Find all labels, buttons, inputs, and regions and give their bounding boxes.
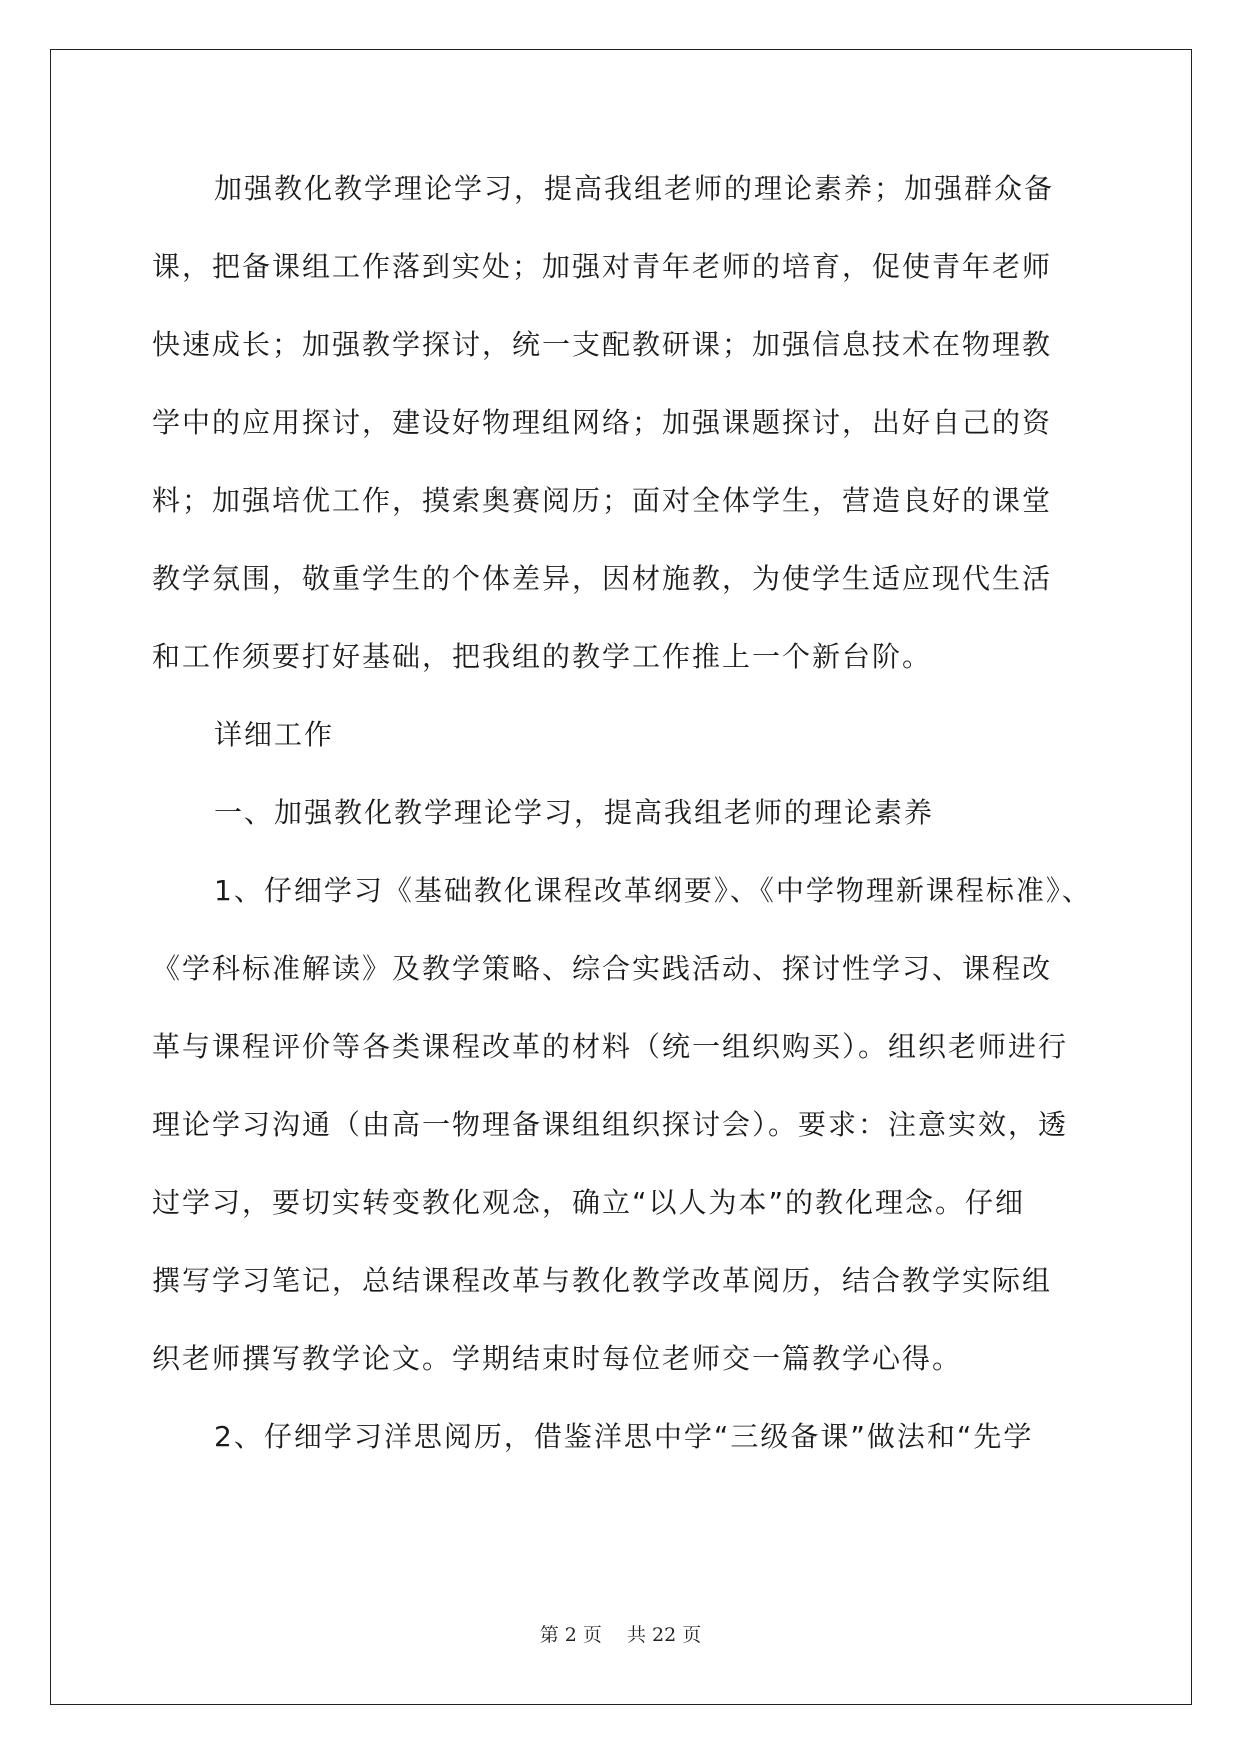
section-heading: 详细工作 <box>214 718 335 751</box>
paragraph-line: 理论学习沟通（由高一物理备课组组织探讨会）。要求：注意实效，透 <box>152 1108 1069 1141</box>
subsection-heading: 一、加强教化教学理论学习，提高我组老师的理论素养 <box>214 796 935 829</box>
paragraph-line: 1、仔细学习《基础教化课程改革纲要》、《中学物理新课程标准》、 <box>214 874 1092 907</box>
paragraph-line: 学中的应用探讨，建设好物理组网络；加强课题探讨，出好自己的资 <box>152 406 1053 439</box>
paragraph-line: 加强教化教学理论学习，提高我组老师的理论素养；加强群众备 <box>214 172 1055 205</box>
paragraph-line: 和工作须要打好基础，把我组的教学工作推上一个新台阶。 <box>152 640 933 673</box>
paragraph-line: 撰写学习笔记，总结课程改革与教化教学改革阅历，结合教学实际组 <box>152 1264 1053 1297</box>
paragraph-line: 革与课程评价等各类课程改革的材料（统一组织购买）。组织老师进行 <box>152 1030 1069 1063</box>
paragraph-line: 2、仔细学习洋思阅历，借鉴洋思中学“三级备课”做法和“先学 <box>214 1420 1034 1453</box>
paragraph-line: 快速成长；加强教学探讨，统一支配教研课；加强信息技术在物理教 <box>152 328 1053 361</box>
page-number: 第 2 页 共 22 页 <box>539 1624 702 1646</box>
paragraph-line: 《学科标准解读》及教学策略、综合实践活动、探讨性学习、课程改 <box>152 952 1053 985</box>
paragraph-line: 教学氛围，敬重学生的个体差异，因材施教，为使学生适应现代生活 <box>152 562 1053 595</box>
document-body <box>152 162 1092 1488</box>
paragraph-line: 过学习，要切实转变教化观念，确立“以人为本”的教化理念。仔细 <box>152 1186 1026 1219</box>
paragraph-line: 织老师撰写教学论文。学期结束时每位老师交一篇教学心得。 <box>152 1342 963 1375</box>
paragraph-line: 料；加强培优工作，摸索奥赛阅历；面对全体学生，营造良好的课堂 <box>152 484 1053 517</box>
paragraph-line: 课，把备课组工作落到实处；加强对青年老师的培育，促使青年老师 <box>152 250 1053 283</box>
